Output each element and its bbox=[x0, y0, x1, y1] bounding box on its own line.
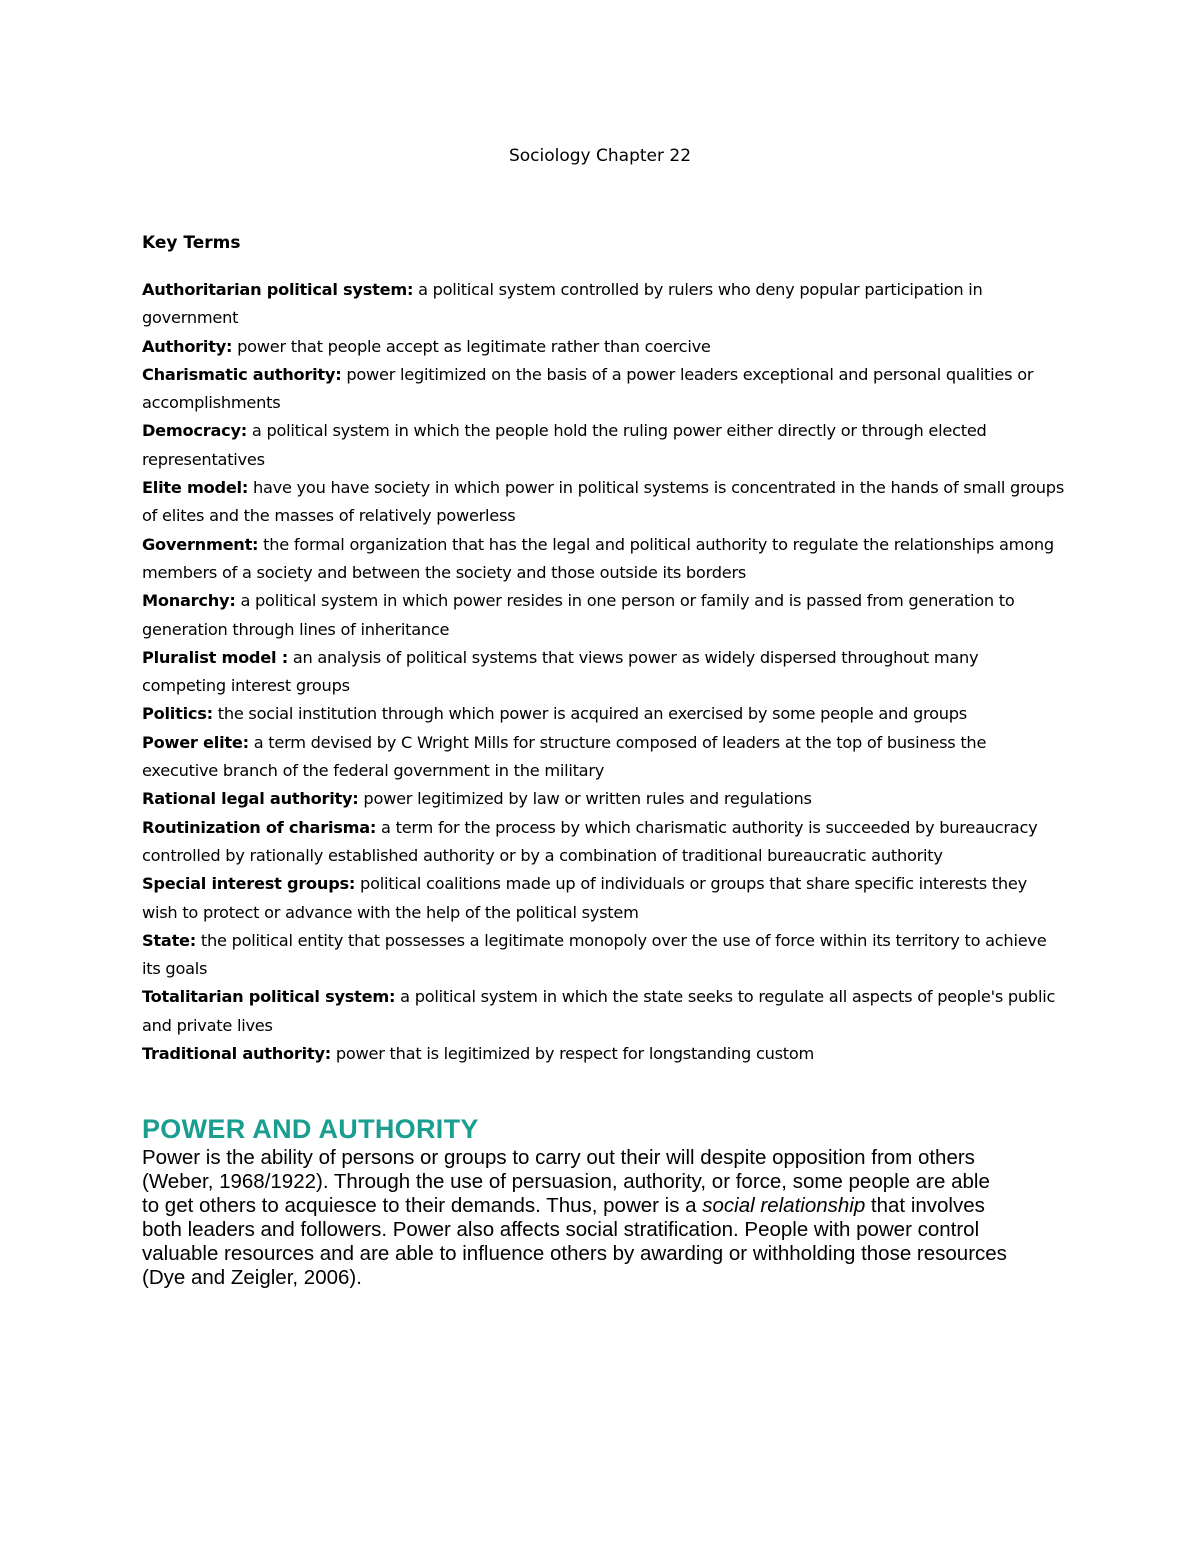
key-term-definition: a political system in which the state seeks to regulate all aspects of people's public and private lives bbox=[142, 987, 1056, 1035]
key-term-entry bbox=[142, 417, 1067, 474]
key-term-definition: a political system in which the people hold the ruling power either directly or through elected representatives bbox=[142, 421, 987, 469]
key-term-definition: a political system controlled by rulers who deny popular participation in government bbox=[142, 280, 983, 328]
key-term-name: Monarchy: bbox=[142, 591, 236, 611]
document-title: Sociology Chapter 22 bbox=[508, 146, 692, 166]
key-term-entry bbox=[142, 474, 1067, 531]
body-paragraph bbox=[142, 1146, 1047, 1290]
key-term-definition: power legitimized by law or written rules and regulations bbox=[358, 789, 812, 809]
key-term-name: Special interest groups: bbox=[142, 874, 356, 894]
body-text-run: (Weber, 1968/1922). Through the use of persuasion, authority, or force, some people are able bbox=[142, 1170, 990, 1193]
key-term-entry bbox=[142, 927, 1067, 984]
key-term-entry bbox=[142, 785, 1067, 813]
key-term-entry bbox=[142, 870, 1067, 927]
key-terms-list bbox=[142, 276, 1067, 1068]
emphasized-text: social relationship bbox=[702, 1194, 866, 1217]
key-term-name: Elite model: bbox=[142, 478, 249, 498]
body-line bbox=[142, 1194, 1047, 1218]
key-term-definition: power legitimized on the basis of a power leaders exceptional and personal qualities or accomplishments bbox=[142, 364, 1034, 413]
key-term-name: Authority: bbox=[142, 336, 233, 356]
key-term-name: State: bbox=[142, 930, 197, 950]
key-term-definition: an analysis of political systems that views power as widely dispersed throughout many competing interest groups bbox=[142, 647, 979, 696]
key-term-name: Authoritarian political system: bbox=[142, 280, 414, 299]
key-term-name: Pluralist model : bbox=[142, 647, 288, 667]
key-term-entry bbox=[142, 1040, 1067, 1068]
key-term-entry bbox=[142, 700, 1067, 728]
key-term-entry bbox=[142, 983, 1067, 1040]
body-line bbox=[142, 1170, 1047, 1194]
key-term-name: Government: bbox=[142, 534, 259, 554]
key-term-entry bbox=[142, 333, 1067, 361]
key-term-definition: a term devised by C Wright Mills for structure composed of leaders at the top of business the executive branch of the federal government in the military bbox=[142, 732, 987, 781]
key-term-definition: the social institution through which power is acquired an exercised by some people and groups bbox=[212, 704, 967, 724]
key-term-entry bbox=[142, 531, 1067, 588]
key-term-definition: a term for the process by which charismatic authority is succeeded by bureaucracy controlled by rationally established authority or by a combination of traditional bureaucratic authority bbox=[142, 817, 1038, 865]
section-heading: POWER AND AUTHORITY bbox=[142, 1114, 479, 1144]
key-term-definition: power that people accept as legitimate rather than coercive bbox=[232, 336, 711, 356]
key-term-entry bbox=[142, 276, 1067, 333]
body-text-run: to get others to acquiesce to their demands. Thus, power is a bbox=[142, 1194, 703, 1217]
key-term-entry bbox=[142, 814, 1067, 871]
key-term-definition: the political entity that possesses a legitimate monopoly over the use of force within its territory to achieve its goals bbox=[142, 930, 1047, 979]
key-term-entry bbox=[142, 729, 1067, 786]
key-term-name: Traditional authority: bbox=[142, 1044, 331, 1064]
body-text-run: that involves bbox=[865, 1194, 985, 1217]
key-term-name: Power elite: bbox=[142, 732, 249, 752]
key-term-definition: a political system in which power resides in one person or family and is passed from generation to generation through lines of inheritance bbox=[142, 591, 1015, 639]
body-text-run: (Dye and Zeigler, 2006). bbox=[142, 1266, 362, 1289]
body-line bbox=[142, 1242, 1047, 1266]
body-line bbox=[142, 1146, 1047, 1170]
key-term-name: Rational legal authority: bbox=[142, 789, 359, 809]
key-term-name: Democracy: bbox=[142, 421, 248, 441]
key-term-entry bbox=[142, 644, 1067, 701]
body-text-run: both leaders and followers. Power also affects social stratification. People with power control bbox=[142, 1218, 980, 1241]
key-term-entry bbox=[142, 587, 1067, 644]
key-term-name: Totalitarian political system: bbox=[142, 987, 396, 1007]
body-text-run: Power is the ability of persons or groups to carry out their will despite opposition from others bbox=[142, 1146, 975, 1169]
section-label-key-terms: Key Terms bbox=[142, 233, 241, 253]
key-term-definition: power that is legitimized by respect for longstanding custom bbox=[330, 1044, 815, 1064]
key-term-definition: have you have society in which power in political systems is concentrated in the hands of small groups of elites and the masses of relatively powerless bbox=[142, 478, 1065, 526]
key-term-definition: the formal organization that has the legal and political authority to regulate the relationships among members of a society and between the society and those outside its borders bbox=[142, 534, 1054, 582]
body-text-run: valuable resources and are able to influence others by awarding or withholding those resources bbox=[142, 1242, 1007, 1265]
key-term-name: Politics: bbox=[142, 704, 213, 724]
key-term-entry bbox=[142, 361, 1067, 418]
key-term-name: Routinization of charisma: bbox=[142, 817, 377, 837]
body-line bbox=[142, 1266, 1047, 1290]
key-term-name: Charismatic authority: bbox=[142, 364, 342, 384]
key-term-definition: political coalitions made up of individuals or groups that share specific interests they wish to protect or advance with the help of the political system bbox=[142, 874, 1027, 922]
body-line bbox=[142, 1218, 1047, 1242]
